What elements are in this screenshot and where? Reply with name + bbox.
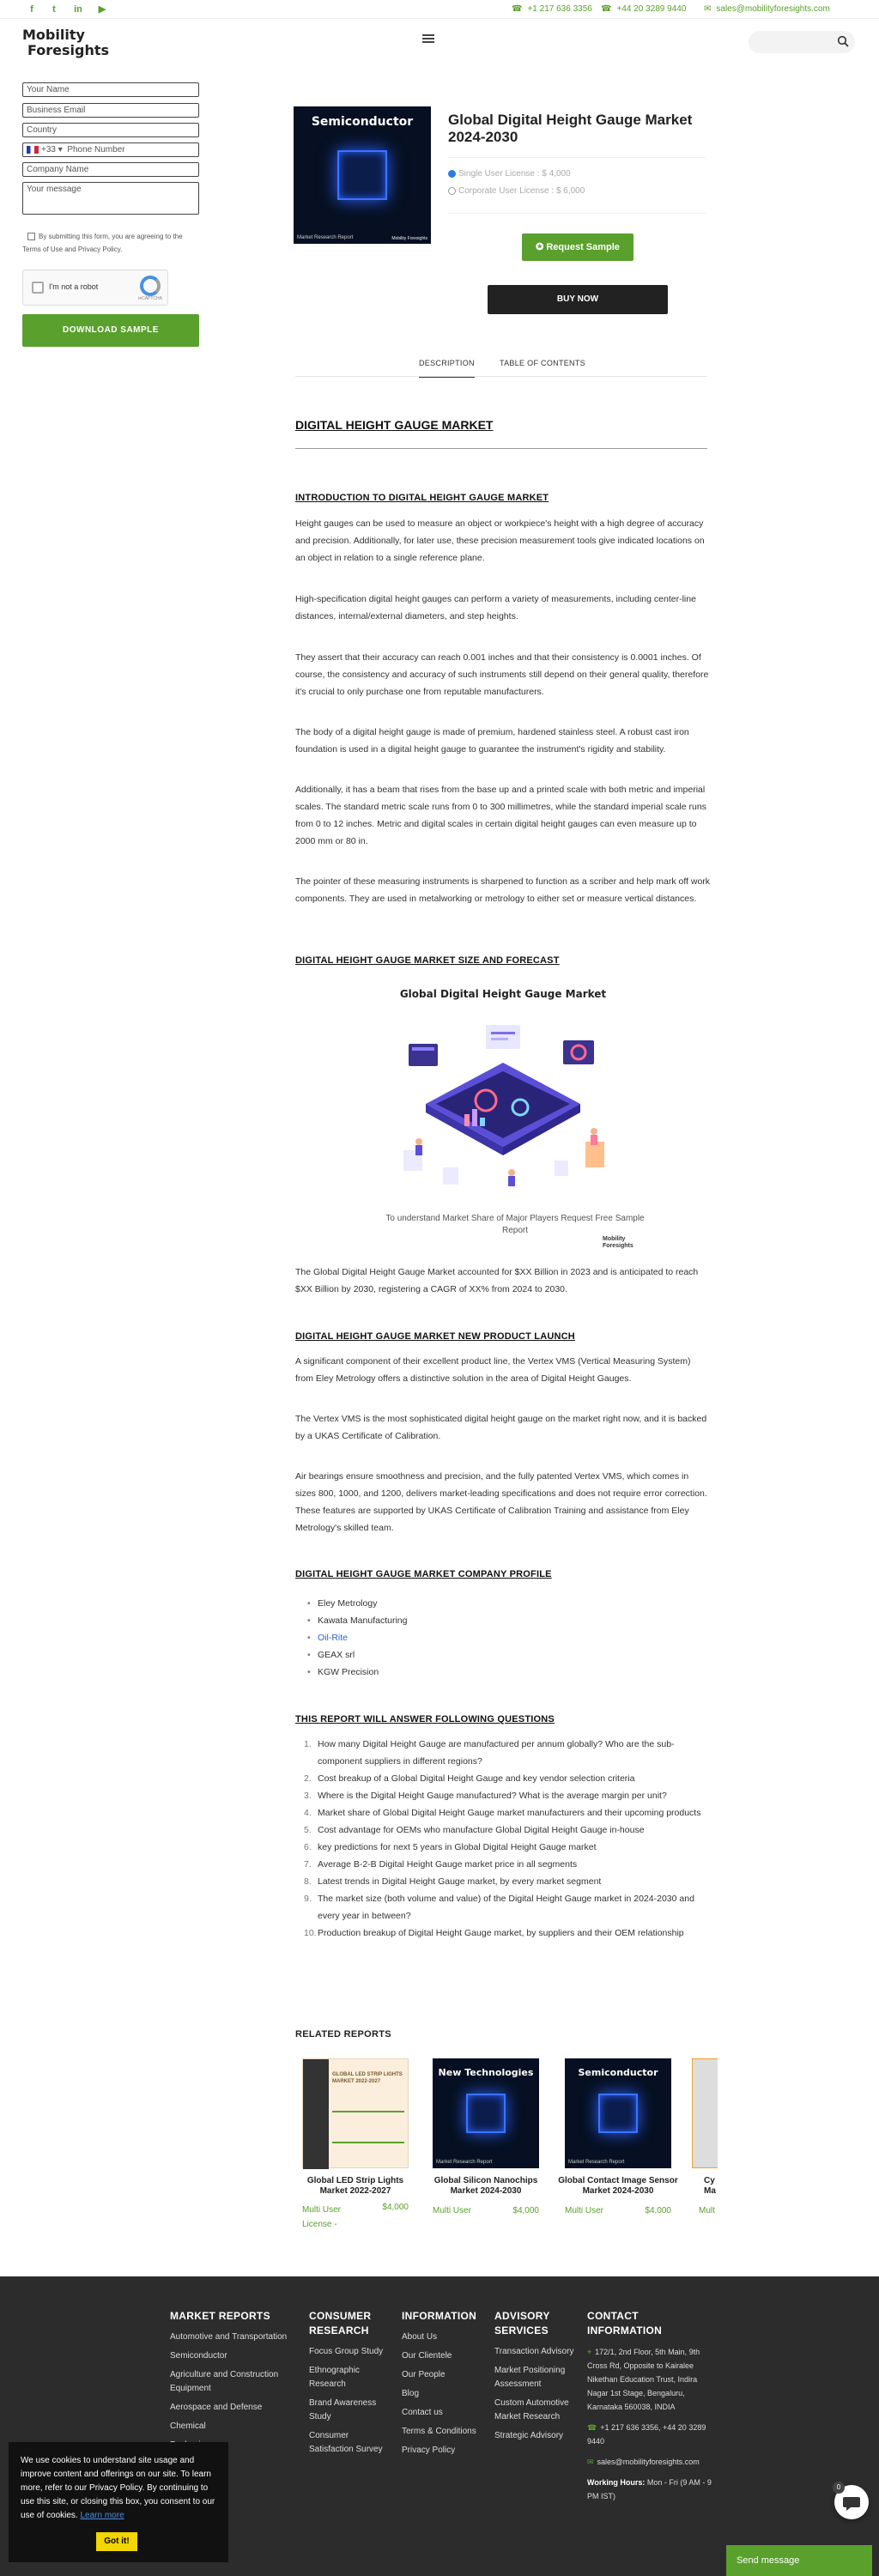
list-item: 2. Cost breakup of a Global Digital Height Gauge and key vendor selection criteria <box>304 1773 635 1784</box>
report-thumbnail: GLOBAL LED STRIP LIGHTS MARKET 2022-2027 <box>302 2058 409 2168</box>
report-license: Multi User <box>433 2206 472 2215</box>
phone-2[interactable]: ☎ +44 20 3289 9440 <box>601 4 687 14</box>
mail-icon: ✉ <box>704 4 712 14</box>
company-link[interactable]: • Oil-Rite <box>307 1629 702 1646</box>
section-heading-intro: INTRODUCTION TO DIGITAL HEIGHT GAUGE MARKET <box>295 493 549 503</box>
illustration-logo: Mobility Foresights <box>603 1236 633 1249</box>
footer-link[interactable]: Custom Automotive Market Research <box>494 2398 569 2421</box>
footer-link[interactable]: Chemical <box>170 2421 206 2431</box>
paragraph: Additionally, it has a beam that rises from the base up and a printed scale with both metric and imperial scales. The standard metric scale runs from 0 to 300 millimetres, while the standard imperial scale runs from 0 to 12 inches. Metric and digital scales in certain digital height gauges can even measure up to 2000 mm or 80 in. <box>295 785 706 846</box>
report-title[interactable]: Global Silicon Nanochips Market 2024-2030 <box>433 2176 538 2196</box>
chip-graphic <box>337 150 387 200</box>
product-title: Global Digital Height Gauge Market 2024-2030 <box>448 112 693 145</box>
tab-divider <box>295 376 707 377</box>
cookie-accept-button[interactable]: Got it! <box>96 2532 137 2551</box>
divider <box>448 157 706 158</box>
list-item: • Kawata Manufacturing <box>307 1612 702 1629</box>
divider <box>295 448 707 449</box>
france-flag-icon <box>27 146 39 154</box>
recaptcha-widget[interactable]: I'm not a robot reCAPTCHA <box>22 270 168 306</box>
report-license: Multi User <box>565 2206 604 2215</box>
section-heading-profile: DIGITAL HEIGHT GAUGE MARKET COMPANY PROFILE <box>295 1569 552 1579</box>
footer-link[interactable]: Market Positioning Assessment <box>494 2366 566 2389</box>
learn-more-link[interactable]: Learn more <box>80 2511 124 2520</box>
paragraph: A significant component of their excellent product line, the Vertex VMS (Vertical Measuring System) from Eley Metrology offers a distinctive solution in the area of Digital Height Gauges. <box>295 1356 691 1384</box>
related-report-card[interactable] <box>558 2058 678 2218</box>
footer-phones[interactable]: ☎ +1 217 636 3356, +44 20 3289 9440 <box>587 2423 706 2446</box>
list-item: 1. How many Digital Height Gauge are manufactured per annum globally? Who are the sub-component suppliers in different regions? <box>304 1739 675 1767</box>
phone-placeholder: Phone Number <box>67 145 125 155</box>
list-item: • KGW Precision <box>307 1664 702 1681</box>
infographic-title: Global Digital Height Gauge Market <box>399 988 607 1000</box>
report-title[interactable]: Global LED Strip Lights Market 2022-2027 <box>306 2176 404 2196</box>
divider <box>448 213 706 214</box>
menu-icon[interactable] <box>422 34 434 43</box>
paragraph: Air bearings ensure smoothness and precision, and the fully patented Vertex VMS, which comes in sizes 800, 1000, and 1200, delivers market-leading specifications and does not require error correction. These features are supported by UKAS Certificate of Calibration Training and assistance from Eley Metrology's skilled team. <box>295 1471 707 1533</box>
footer-link[interactable]: Automotive and Transportation <box>170 2332 288 2342</box>
related-reports-heading: RELATED REPORTS <box>295 2029 391 2040</box>
article-heading: DIGITAL HEIGHT GAUGE MARKET <box>295 418 494 432</box>
linkedin-icon[interactable]: in <box>74 4 82 15</box>
section-heading-size: DIGITAL HEIGHT GAUGE MARKET SIZE AND FORECAST <box>295 955 560 966</box>
footer-link[interactable]: Privacy Policy <box>402 2446 456 2455</box>
footer-col-contact: CONTACT INFORMATION ⌖ 172/1, 2nd Floor, 5th Main, 9th Cross Rd, Opposite to Kairalee Nikethan Education Trust, Indira Nagar 1st Stage, Bengaluru, Karnataka 560038, INDIA ☎ +1 217 636 3356, +44 20 3289 9440 ✉ sales@mobilityforesights.com Working Hours: Mon - Fri (9 AM - 9 PM IST) <box>587 2309 716 2503</box>
related-report-card[interactable] <box>426 2058 546 2218</box>
phone-1[interactable]: ☎ +1 217 636 3356 <box>512 4 592 14</box>
footer-link[interactable]: Blog <box>402 2389 420 2398</box>
footer-link[interactable]: Ethnographic Research <box>309 2366 360 2389</box>
phone-icon: ☎ <box>587 2423 597 2432</box>
footer-col-market-reports: MARKET REPORTS Automotive and Transportation Semiconductor Agriculture and Construction Equipment Aerospace and Defense Chemical <box>170 2309 290 2458</box>
phone-code[interactable]: +33 <box>41 145 56 155</box>
paragraph: The pointer of these measuring instruments is sharpened to function as a scriber and help mark off work components. They are used in metalworking or metrology to either set or measure vertical distances. <box>295 876 711 904</box>
footer-link[interactable]: Focus Group Study <box>309 2347 384 2356</box>
radio-selected-icon[interactable] <box>448 170 456 178</box>
report-thumbnail: New Technologies Market Research Report <box>433 2058 539 2168</box>
site-logo[interactable]: Mobility Foresights <box>22 27 110 58</box>
phone-field[interactable]: +33 ▾ Phone Number <box>22 142 199 157</box>
footer-address: ⌖ 172/1, 2nd Floor, 5th Main, 9th Cross Rd, Opposite to Kairalee Nikethan Education Trust, Indira Nagar 1st Stage, Bengaluru, Karnataka 560038, INDIA <box>587 2348 700 2411</box>
license-corporate-option[interactable]: Corporate User License : $ 6,000 <box>448 186 585 196</box>
cookie-banner: We use cookies to understand site usage and improve content and offerings on our site. To learn more, refer to our Privacy Policy. By continuing to use this site, or closing this box, you consent to our use of cookies. Learn more <box>9 2442 228 2562</box>
consent-checkbox-row[interactable]: By submitting this form, you are agreeing to the Terms of Use and Privacy Policy. <box>22 233 183 253</box>
paragraph: They assert that their accuracy can reach 0.001 inches and that their consistency is 0.0001 inches. Of course, the consistency and accuracy of such instruments still depend on their general quality, therefore it's crucial to only purchase one from reputable manufacturers. <box>295 652 709 697</box>
email-link[interactable]: ✉ sales@mobilityforesights.com <box>704 4 830 14</box>
license-single-option[interactable]: Single User License : $ 4,000 <box>448 169 571 179</box>
paragraph: High-specification digital height gauges can perform a variety of measurements, including center-line distances, internal/external diameters, and step heights. <box>295 594 696 621</box>
message-field[interactable]: Your message <box>22 182 199 215</box>
report-price: $4,000 <box>512 2206 539 2215</box>
tabs <box>412 354 661 378</box>
request-sample-button[interactable]: ✪ Request Sample <box>522 233 633 261</box>
phone-icon: ☎ <box>601 4 612 14</box>
mail-icon: ✉ <box>587 2458 594 2466</box>
search-icon[interactable] <box>837 35 849 47</box>
list-item: 6. key predictions for next 5 years in Global Digital Height Gauge market <box>304 1842 597 1852</box>
phone-icon: ☎ <box>512 4 523 14</box>
footer-link[interactable]: About Us <box>402 2332 438 2342</box>
report-price: $4,000 <box>645 2206 671 2215</box>
facebook-icon[interactable]: f <box>30 4 33 15</box>
send-message-button[interactable]: Send message <box>726 2545 872 2576</box>
radio-icon[interactable] <box>448 187 456 195</box>
section-heading-launch: DIGITAL HEIGHT GAUGE MARKET NEW PRODUCT LAUNCH <box>295 1331 575 1342</box>
youtube-icon[interactable]: ▶ <box>98 4 106 15</box>
report-cover-image: Semiconductor Market Research Report Mobility Foresights <box>294 106 431 244</box>
chat-count-badge: 0 <box>833 2482 845 2494</box>
footer-link[interactable]: Terms & Conditions <box>402 2427 476 2436</box>
recaptcha-icon <box>140 276 161 296</box>
company-field[interactable]: Company Name <box>22 162 199 177</box>
footer-link[interactable]: Our People <box>402 2370 446 2379</box>
report-thumbnail <box>692 2058 718 2168</box>
footer-link[interactable]: Transaction Advisory <box>494 2347 574 2356</box>
company-list <box>307 1595 702 1681</box>
report-title[interactable]: Cy Ma <box>704 2176 716 2196</box>
location-icon: ⌖ <box>587 2348 592 2356</box>
paragraph: Height gauges can be used to measure an object or workpiece's height with a high degree of accuracy and precision. Additionally, for later use, these precision measurement tools give indicated locations on an object in relation to a single reference plane. <box>295 518 705 563</box>
footer-link[interactable]: Contact us <box>402 2408 443 2417</box>
list-item: 8. Latest trends in Digital Height Gauge market, by every market segment <box>304 1876 602 1887</box>
report-price: $4,000 <box>382 2203 409 2212</box>
report-title[interactable]: Global Contact Image Sensor Market 2024-2030 <box>558 2176 678 2196</box>
buy-now-button[interactable]: BUY NOW <box>488 285 668 314</box>
twitter-icon[interactable]: t <box>52 4 56 15</box>
country-field[interactable]: Country <box>22 123 199 137</box>
footer-link[interactable]: Brand Awareness Study <box>309 2398 377 2421</box>
list-item: 4. Market share of Global Digital Height Gauge market manufacturers and their upcoming products <box>304 1808 701 1818</box>
questions-list <box>295 1736 711 1942</box>
name-field[interactable]: Your Name <box>22 82 199 97</box>
list-item: 7. Average B-2-B Digital Height Gauge market price in all segments <box>304 1859 578 1870</box>
top-bar <box>0 0 879 19</box>
tab-description[interactable]: DESCRIPTION <box>419 359 475 378</box>
footer-email[interactable]: ✉ sales@mobilityforesights.com <box>587 2458 700 2466</box>
footer-link[interactable]: Agriculture and Construction Equipment <box>170 2370 279 2393</box>
footer-link[interactable]: Our Clientele <box>402 2351 452 2361</box>
footer-link[interactable]: Consumer Satisfaction Survey <box>309 2431 383 2454</box>
consent-checkbox[interactable] <box>27 233 35 240</box>
footer-link[interactable]: Aerospace and Defense <box>170 2403 263 2412</box>
footer-link[interactable]: Strategic Advisory <box>494 2431 564 2440</box>
footer-link[interactable]: Semiconductor <box>170 2351 227 2361</box>
report-license: Mult <box>699 2206 715 2215</box>
list-item: 5. Cost advantage for OEMs who manufacture Global Digital Height Gauge in-house <box>304 1825 645 1835</box>
related-report-card-partial[interactable] <box>687 2058 718 2218</box>
illustration-caption[interactable]: To understand Market Share of Major Players Request Free Sample Report <box>385 1214 645 1235</box>
footer-col-advisory-services: ADVISORY SERVICES Transaction Advisory Market Positioning Assessment Custom Automotive Market Research Strategic Advisory <box>494 2309 577 2448</box>
email-field[interactable]: Business Email <box>22 103 199 118</box>
list-item: 3. Where is the Digital Height Gauge manufactured? What is the average margin per unit? <box>304 1791 667 1801</box>
captcha-checkbox[interactable] <box>32 282 44 294</box>
related-report-card[interactable] <box>295 2058 415 2229</box>
section-heading-questions: THIS REPORT WILL ANSWER FOLLOWING QUESTIONS <box>295 1714 555 1724</box>
list-item: 9. The market size (both volume and value) of the Digital Height Gauge market in 2024-2030 and every year in between? <box>304 1894 694 1921</box>
paragraph: The Vertex VMS is the most sophisticated digital height gauge on the market right now, and it is backed by a UKAS Certificate of Calibration. <box>295 1414 707 1441</box>
market-illustration <box>383 1021 623 1202</box>
tab-table-of-contents[interactable]: TABLE OF CONTENTS <box>500 359 585 367</box>
footer-hours: Working Hours: Mon - Fri (9 AM - 9 PM IST) <box>587 2478 712 2500</box>
list-item: • GEAX srl <box>307 1646 702 1664</box>
list-item: • Eley Metrology <box>307 1595 702 1612</box>
paragraph: The Global Digital Height Gauge Market accounted for $XX Billion in 2023 and is anticipated to reach $XX Billion by 2030, registering a CAGR of XX% from 2024 to 2030. <box>295 1267 699 1294</box>
report-thumbnail: Semiconductor Market Research Report <box>565 2058 671 2168</box>
paragraph: The body of a digital height gauge is made of premium, hardened stainless steel. A robust cast iron foundation is used in a digital height gauge to guarantee the instrument's rigidity and stability. <box>295 727 689 755</box>
footer-col-consumer-research: CONSUMER RESEARCH Focus Group Study Ethnographic Research Brand Awareness Study Consumer Satisfaction Survey <box>309 2309 386 2462</box>
download-sample-button[interactable]: DOWNLOAD SAMPLE <box>22 314 199 347</box>
list-item: 10. Production breakup of Digital Height Gauge market, by suppliers and their OEM relationship <box>304 1928 684 1938</box>
footer-col-information: INFORMATION About Us Our Clientele Our People Blog Contact us Terms & Conditions Privacy Policy <box>402 2309 479 2463</box>
report-license: Multi User License - <box>302 2205 342 2229</box>
